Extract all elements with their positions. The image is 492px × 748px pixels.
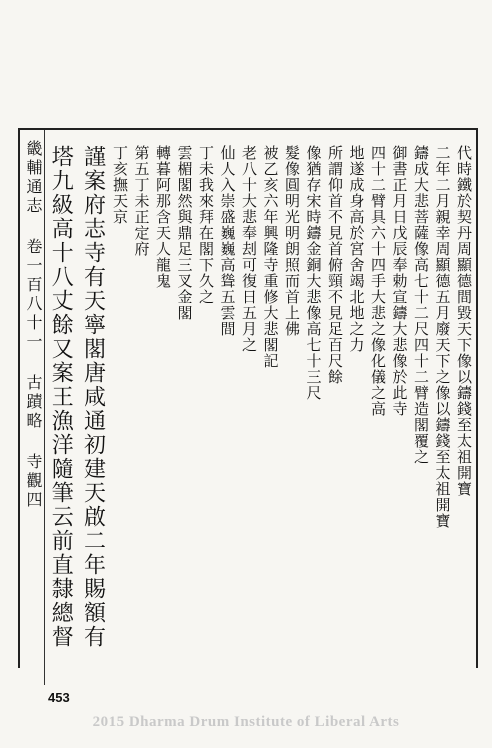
text-column: 第五丁未正定府 [132,145,151,257]
text-column: 丁亥撫天京 [111,145,129,225]
text-column: 御書正月日戊辰奉勅宣鑄大悲像於此寺 [390,145,409,417]
frame-right-rule [476,128,478,668]
text-column: 被乙亥六年興隆寺重修大悲閣記 [261,145,280,369]
text-column: 髮像圓明光明朗照而首上佛 [283,145,301,337]
text-column: 轉暮阿那含天人龍鬼 [154,145,172,289]
text-column: 像猶存宋時鑄金銅大悲像高七十三尺 [304,145,323,401]
text-column: 丁未我來拜在閣下久之 [197,145,215,305]
frame-left-rule [18,128,20,668]
text-column: 代時鐵於契丹周顯德間毀天下像以鑄錢至太祖開寶 [455,145,473,497]
text-column: 二年二月親幸周顯德五月廢天下之像以鑄錢至太祖開寶 [433,145,452,529]
frame-top-rule [18,128,478,130]
text-column: 老八十大悲奉刦可復日五月之 [240,145,258,353]
text-column: 謹案府志寺有天寧閣唐咸通初建天啟二年賜額有 [80,145,106,649]
text-column: 仙人入崇盛巍巍高聳五雲間 [218,145,237,337]
text-column: 地遂成身高於宮舍竭北地之力 [347,145,366,353]
text-columns [46,145,476,675]
text-column: 雲楣閣然與鼎足三叉金閣 [175,145,194,321]
text-column: 鑄成大悲菩薩像高七十二尺四十二臂造閣覆之 [412,145,430,465]
gutter-title: 畿輔通志 卷一百八十一 古蹟略 寺觀四 [24,140,43,510]
page-number: 453 [48,690,70,705]
watermark: 2015 Dharma Drum Institute of Liberal Arts [92,714,400,730]
text-column: 四十二臂具六十四手大悲之像化儀之高 [369,145,387,417]
text-column: 所謂仰首不見首俯頸不見足百尺餘 [326,145,344,385]
text-column: 塔九級高十八丈餘又案王漁洋隨筆云前直隸總督 [48,145,74,649]
